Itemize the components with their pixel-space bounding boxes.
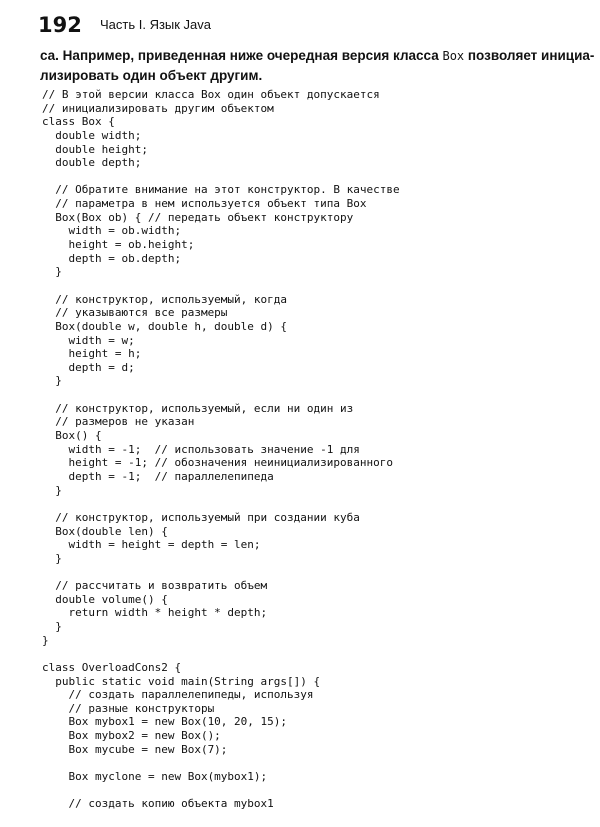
code-line: // указываются все размеры: [42, 306, 228, 320]
code-line: // конструктор, используемый, когда: [42, 292, 288, 306]
code-line: }: [42, 265, 62, 279]
code-line: [42, 756, 400, 770]
code-line: // конструктор, используемый при создании куба: [42, 510, 360, 524]
code-line: depth = ob.depth;: [42, 251, 182, 265]
code-line: [42, 647, 400, 661]
code-line: // параметра в нем используется объект типа Box: [42, 197, 367, 211]
code-line: height = ob.height;: [42, 238, 195, 252]
code-line: // конструктор, используемый, если ни один из: [42, 401, 354, 415]
code-line: [42, 388, 400, 402]
code-line: width = ob.width;: [42, 224, 182, 238]
code-line: }: [42, 483, 62, 497]
code-line: double height;: [42, 142, 148, 156]
code-line: // разные конструкторы: [42, 701, 215, 715]
code-line: // В этой версии класса Box один объект допускается: [42, 88, 380, 101]
intro-line-1: [40, 46, 595, 66]
code-line: [42, 565, 400, 579]
intro-line-2: лизировать один объект другим.: [40, 68, 263, 83]
code-line: depth = d;: [42, 360, 135, 374]
code-line: return width * height * depth;: [42, 606, 268, 620]
code-line: [42, 170, 400, 184]
code-line: width = w;: [42, 333, 135, 347]
code-line: }: [42, 551, 62, 565]
code-line: // размеров не указан: [42, 415, 195, 429]
code-line: }: [42, 619, 62, 633]
code-line: }: [42, 374, 62, 388]
code-line: Box() {: [42, 429, 102, 443]
intro-text-after: позволяет инициа-: [464, 48, 595, 63]
code-line: public static void main(String args[]) {: [42, 674, 321, 688]
code-line: // инициализировать другим объектом: [42, 101, 274, 115]
code-line: }: [42, 633, 49, 647]
code-line: Box mybox1 = new Box(10, 20, 15);: [42, 715, 288, 729]
code-line: Box(double len) {: [42, 524, 168, 538]
code-line: depth = -1; // параллелепипеда: [42, 469, 274, 483]
code-line: class Box {: [42, 115, 115, 129]
code-line: height = h;: [42, 347, 142, 361]
code-line: Box mycube = new Box(7);: [42, 742, 228, 756]
code-line: [42, 279, 400, 293]
code-line: width = height = depth = len;: [42, 538, 261, 552]
code-line: Box(Box ob) { // передать объект конструктору: [42, 210, 354, 224]
code-line: // Обратите внимание на этот конструктор. В качестве: [42, 183, 400, 197]
code-line: double volume() {: [42, 592, 168, 606]
code-line: // создать параллелепипеды, используя: [42, 688, 314, 702]
code-line: // создать копию объекта mybox1: [42, 797, 274, 811]
code-line: [42, 784, 400, 798]
code-line: Box myclone = new Box(mybox1);: [42, 770, 268, 784]
code-listing: [42, 88, 400, 811]
code-line: // рассчитать и возвратить объем: [42, 579, 268, 593]
code-line: width = -1; // использовать значение -1 для: [42, 442, 360, 456]
code-line: [42, 497, 400, 511]
code-line: height = -1; // обозначения неинициализированного: [42, 456, 393, 470]
page-number: 192: [38, 13, 82, 37]
code-line: double depth;: [42, 156, 142, 170]
intro-text-before: са. Например, приведенная ниже очередная версия класса: [40, 48, 443, 63]
code-line: Box(double w, double h, double d) {: [42, 319, 288, 333]
running-title: Часть I. Язык Java: [100, 17, 212, 32]
code-line: Box mybox2 = new Box();: [42, 729, 221, 743]
code-line: class OverloadCons2 {: [42, 660, 182, 674]
intro-paragraph: [40, 46, 595, 85]
intro-inline-code: Box: [442, 49, 465, 63]
code-line: double width;: [42, 128, 142, 142]
